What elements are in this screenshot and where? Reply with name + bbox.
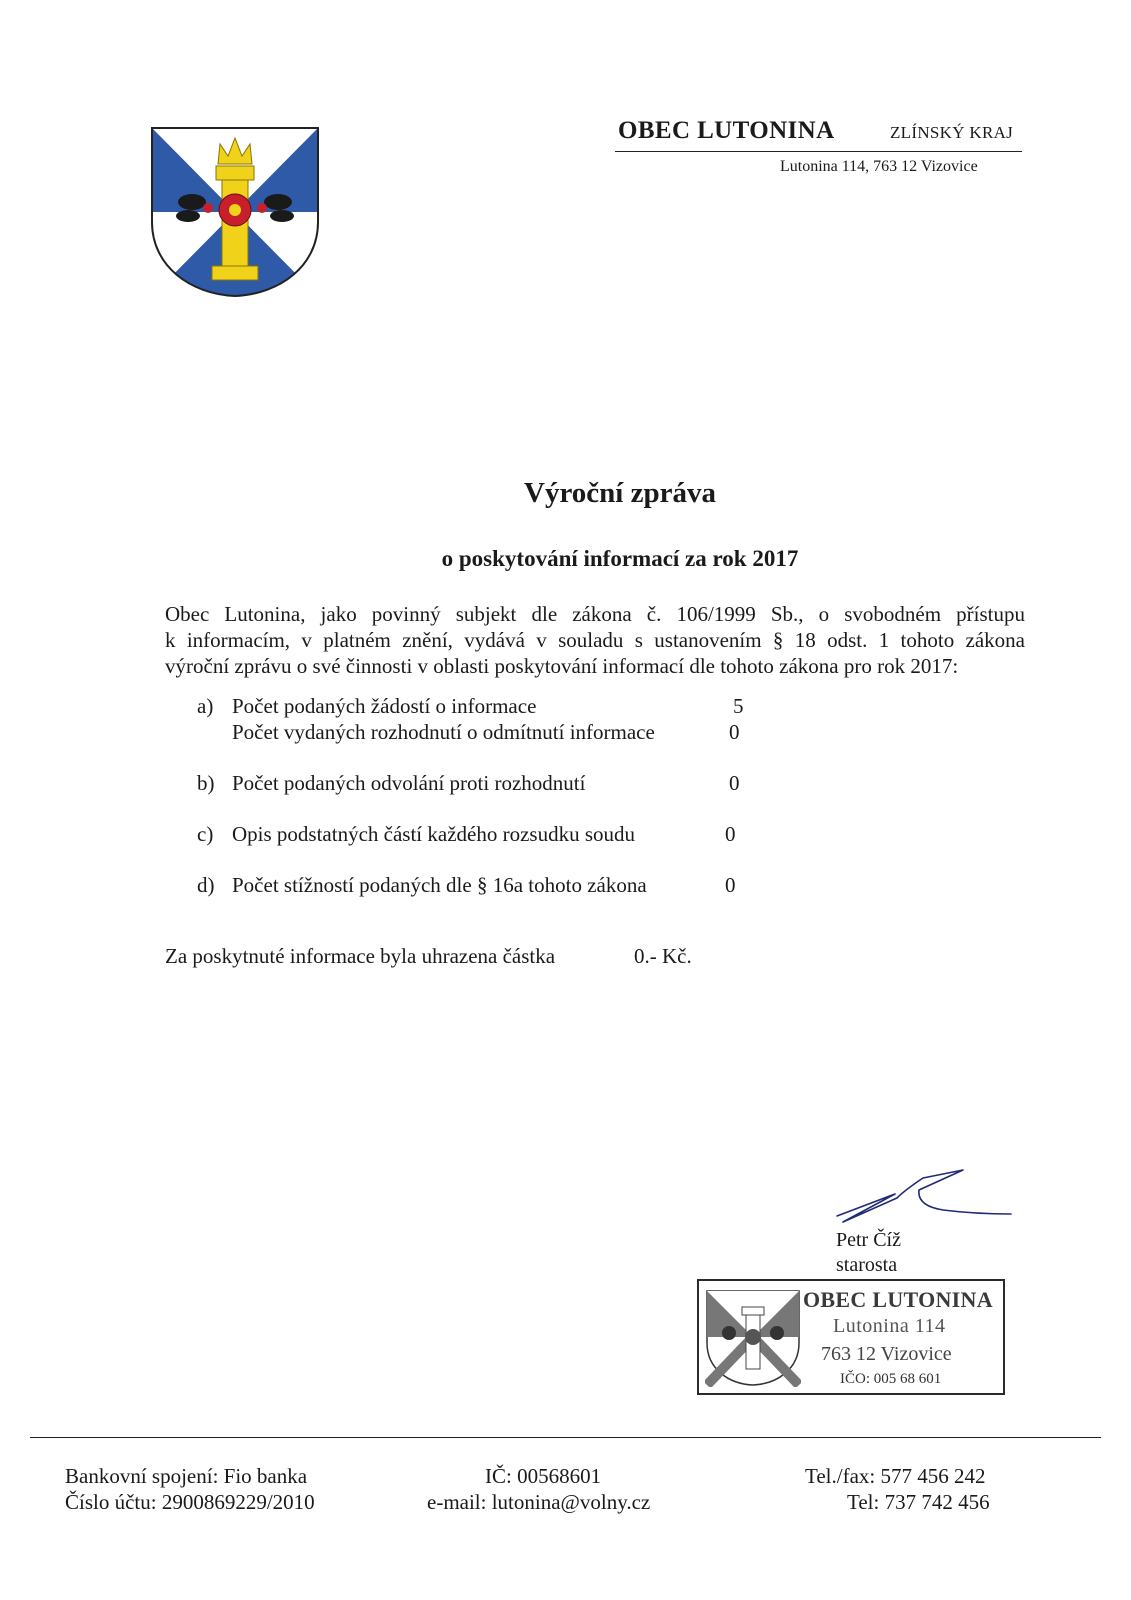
item-letter: c) — [197, 822, 214, 846]
stamp-name: OBEC LUTONINA — [803, 1287, 993, 1312]
footer-email: e-mail: lutonina@volny.cz — [427, 1490, 651, 1514]
item-value: 5 — [733, 694, 744, 718]
intro-line: k informacím, v platném znění, vydává v souladu s ustanovením § 18 odst. 1 tohoto zákona — [165, 628, 1025, 652]
footer-tel: Tel: 737 742 456 — [847, 1490, 990, 1514]
organization-name: OBEC LUTONINA — [618, 117, 835, 144]
item-text: Počet stížností podaných dle § 16a tohoto zákona — [232, 873, 647, 897]
intro-paragraph — [165, 601, 1025, 679]
footer-account: Číslo účtu: 2900869229/2010 — [65, 1490, 315, 1514]
footer-telfax: Tel./fax: 577 456 242 — [805, 1464, 986, 1488]
item-text: Opis podstatných částí každého rozsudku soudu — [232, 822, 636, 846]
document-title: Výroční zpráva — [524, 477, 716, 509]
item-value: 0 — [729, 771, 740, 795]
fee-label: Za poskytnuté informace byla uhrazena částka — [165, 944, 556, 968]
stamp-ico: IČO: 005 68 601 — [840, 1371, 942, 1387]
item-letter: d) — [197, 873, 215, 897]
official-stamp — [697, 1279, 1005, 1395]
footer-bank: Bankovní spojení: Fio banka — [65, 1464, 308, 1488]
item-value: 0 — [725, 822, 736, 846]
stamp-coat-of-arms-icon — [705, 1289, 801, 1387]
item-value: 0 — [725, 873, 736, 897]
item-text: Počet podaných žádostí o informace — [232, 694, 537, 718]
handwritten-signature — [835, 1160, 1015, 1238]
signatory-name: Petr Číž — [836, 1229, 901, 1251]
stamp-city: 763 12 Vizovice — [821, 1343, 952, 1365]
item-letter: b) — [197, 771, 215, 795]
item-text: Počet vydaných rozhodnutí o odmítnutí informace — [232, 720, 655, 744]
coat-of-arms-icon — [150, 126, 320, 298]
signatory-role: starosta — [836, 1254, 898, 1276]
region-name: ZLÍNSKÝ KRAJ — [890, 123, 1014, 142]
intro-line: Obec Lutonina, jako povinný subjekt dle zákona č. 106/1999 Sb., o svobodném přístupu — [165, 602, 1025, 626]
fee-amount: 0.- Kč. — [634, 944, 692, 968]
item-text: Počet podaných odvolání proti rozhodnutí — [232, 771, 586, 795]
header-divider — [615, 151, 1022, 152]
item-letter: a) — [197, 694, 214, 718]
item-value: 0 — [729, 720, 740, 744]
stamp-street: Lutonina 114 — [833, 1315, 946, 1337]
organization-address: Lutonina 114, 763 12 Vizovice — [780, 158, 978, 175]
footer-divider — [30, 1437, 1101, 1438]
footer-ic: IČ: 00568601 — [485, 1464, 602, 1488]
intro-line: výroční zprávu o své činnosti v oblasti poskytování informací dle tohoto zákona pro rok 2017: — [165, 654, 959, 678]
document-subtitle: o poskytování informací za rok 2017 — [441, 546, 799, 571]
